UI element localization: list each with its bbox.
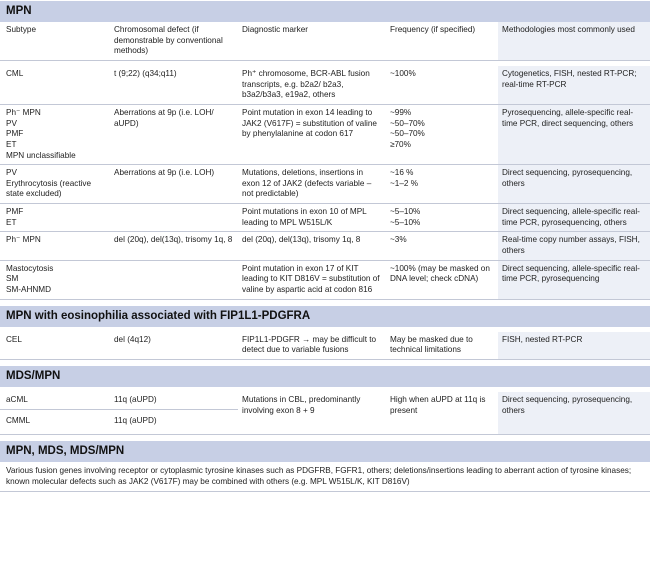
section-title: MPN with eosinophilia associated with FIP1L1-PDGFRA bbox=[0, 305, 650, 326]
frequency-line: ~5–10% bbox=[390, 217, 421, 227]
frequency-line: ≥70% bbox=[390, 139, 411, 149]
cell-subtype bbox=[0, 66, 110, 104]
cell-defect: Aberrations at 9p (i.e. LOH/ aUPD) bbox=[110, 104, 238, 164]
table-row-mastocytosis bbox=[0, 260, 650, 299]
cell-marker: Mutations, deletions, insertions in exon 12 of JAK2 (defects variable – not predictable) bbox=[238, 165, 386, 204]
frequency-line: ~99% bbox=[390, 107, 412, 117]
cell-frequency: May be masked due to technical limitations bbox=[386, 332, 498, 360]
cell-defect: del (4q12) bbox=[110, 332, 238, 360]
cell-subtype bbox=[0, 260, 110, 299]
cell-marker: Ph⁺ chromosome, BCR-ABL fusion transcripts, e.g. b2a2/ b2a3, b3a2/b3a3, e19a2, others bbox=[238, 66, 386, 104]
footer-note: Various fusion genes involving receptor or cytoplasmic tyrosine kinases such as PDGFRB, FGFR1, others; deletions/insertions leading to aberrant action of tyrosine kinases; known molecular defects such as JAK2 (V617F) may be combined with others (e.g. MPL W515L/K, KIT D816V) bbox=[0, 462, 650, 492]
frequency-line: ~100% bbox=[390, 68, 416, 78]
cell-marker: Mutations in CBL, predominantly involving exon 8 + 9 bbox=[238, 392, 386, 435]
col-header-methods: Methodologies most commonly used bbox=[498, 22, 650, 60]
cell-frequency bbox=[386, 165, 498, 204]
cell-methods: Direct sequencing, allele-specific real-time PCR, pyrosequencing, others bbox=[498, 204, 650, 232]
cell-frequency bbox=[386, 66, 498, 104]
cell-marker: del (20q), del(13q), trisomy 1q, 8 bbox=[238, 232, 386, 260]
cell-defect: 11q (aUPD) bbox=[110, 409, 238, 435]
cell-defect: del (20q), del(13q), trisomy 1q, 8 bbox=[110, 232, 238, 260]
table-row-cml bbox=[0, 66, 650, 104]
section-mpn-mds-header bbox=[0, 441, 650, 462]
cell-marker: Point mutation in exon 14 leading to JAK2 (V617F) = substitution of valine by phenylalanine at codon 617 bbox=[238, 104, 386, 164]
subtype-line: PV bbox=[6, 168, 17, 178]
cell-subtype bbox=[0, 232, 110, 260]
col-header-subtype: Subtype bbox=[0, 22, 110, 60]
cell-subtype bbox=[0, 104, 110, 164]
cell-subtype bbox=[0, 165, 110, 204]
subtype-line: Ph⁻ MPN bbox=[6, 235, 41, 245]
frequency-line: ~5–10% bbox=[390, 207, 421, 217]
cell-defect: t (9;22) (q34;q11) bbox=[110, 66, 238, 104]
frequency-line: ~100% (may be masked on DNA level; check cDNA) bbox=[390, 263, 490, 284]
section-eosinophilia-header bbox=[0, 305, 650, 326]
cell-frequency bbox=[386, 260, 498, 299]
table-row-acml bbox=[0, 392, 650, 409]
frequency-line: ~50–70% bbox=[390, 118, 425, 128]
subtype-line: SM bbox=[6, 274, 19, 284]
subtype-line: Ph⁻ MPN bbox=[6, 107, 41, 117]
section-mpn-header bbox=[0, 1, 650, 22]
cell-methods: Direct sequencing, allele-specific real-time PCR, pyrosequencing bbox=[498, 260, 650, 299]
cell-frequency bbox=[386, 204, 498, 232]
section-mds-mpn-header bbox=[0, 365, 650, 386]
frequency-line: ~1–2 % bbox=[390, 178, 418, 188]
footer-note-row bbox=[0, 462, 650, 492]
table-row-cel bbox=[0, 332, 650, 360]
subtype-line: PMF bbox=[6, 207, 24, 217]
col-header-defect: Chromosomal defect (if demonstrable by conventional methods) bbox=[110, 22, 238, 60]
section-title: MPN bbox=[0, 1, 650, 22]
cell-marker: Point mutations in exon 10 of MPL leading to MPL W515L/K bbox=[238, 204, 386, 232]
cell-frequency: High when aUPD at 11q is present bbox=[386, 392, 498, 435]
cell-marker: Point mutation in exon 17 of KIT leading to KIT D816V = substitution of valine by aspartic acid at codon 816 bbox=[238, 260, 386, 299]
section-title: MPN, MDS, MDS/MPN bbox=[0, 441, 650, 462]
cell-defect: Aberrations at 9p (i.e. LOH) bbox=[110, 165, 238, 204]
cell-methods: Pyrosequencing, allele-specific real-time PCR, direct sequencing, others bbox=[498, 104, 650, 164]
col-header-frequency: Frequency (if specified) bbox=[386, 22, 498, 60]
cell-subtype: CEL bbox=[0, 332, 110, 360]
cell-marker: FIP1L1-PDGFR → may be difficult to detect due to variable fusions bbox=[238, 332, 386, 360]
cell-methods: Direct sequencing, pyrosequencing, others bbox=[498, 165, 650, 204]
cell-frequency bbox=[386, 104, 498, 164]
cell-defect: 11q (aUPD) bbox=[110, 392, 238, 409]
cell-defect bbox=[110, 260, 238, 299]
column-header-row bbox=[0, 22, 650, 60]
subtype-line: MPN unclassifiable bbox=[6, 150, 76, 160]
subtype-line: ET bbox=[6, 217, 17, 227]
subtype-line: PMF bbox=[6, 129, 24, 139]
frequency-line: ~16 % bbox=[390, 168, 414, 178]
table-row-ph-neg-mpn bbox=[0, 104, 650, 164]
frequency-line: ~3% bbox=[390, 235, 407, 245]
subtype-line: CML bbox=[6, 68, 24, 78]
cell-defect bbox=[110, 204, 238, 232]
subtype-line: SM-AHNMD bbox=[6, 285, 52, 295]
frequency-line: ~50–70% bbox=[390, 129, 425, 139]
cell-methods: Direct sequencing, pyrosequencing, others bbox=[498, 392, 650, 435]
subtype-line: ET bbox=[6, 139, 17, 149]
cell-subtype: aCML bbox=[0, 392, 110, 409]
subtype-line: PV bbox=[6, 118, 17, 128]
table-row-pv-erythrocytosis bbox=[0, 165, 650, 204]
table-row-ph-neg-cytogenetic bbox=[0, 232, 650, 260]
table-row-pmf-et bbox=[0, 204, 650, 232]
cell-frequency bbox=[386, 232, 498, 260]
subtype-line: Mastocytosis bbox=[6, 263, 54, 273]
cell-methods: Cytogenetics, FISH, nested RT-PCR; real-time RT-PCR bbox=[498, 66, 650, 104]
col-header-marker: Diagnostic marker bbox=[238, 22, 386, 60]
section-title: MDS/MPN bbox=[0, 365, 650, 386]
subtype-line: Erythrocytosis (reactive state excluded) bbox=[6, 178, 92, 199]
cell-subtype bbox=[0, 204, 110, 232]
cell-methods: Real-time copy number assays, FISH, others bbox=[498, 232, 650, 260]
cell-methods: FISH, nested RT-PCR bbox=[498, 332, 650, 360]
cell-subtype: CMML bbox=[0, 409, 110, 435]
